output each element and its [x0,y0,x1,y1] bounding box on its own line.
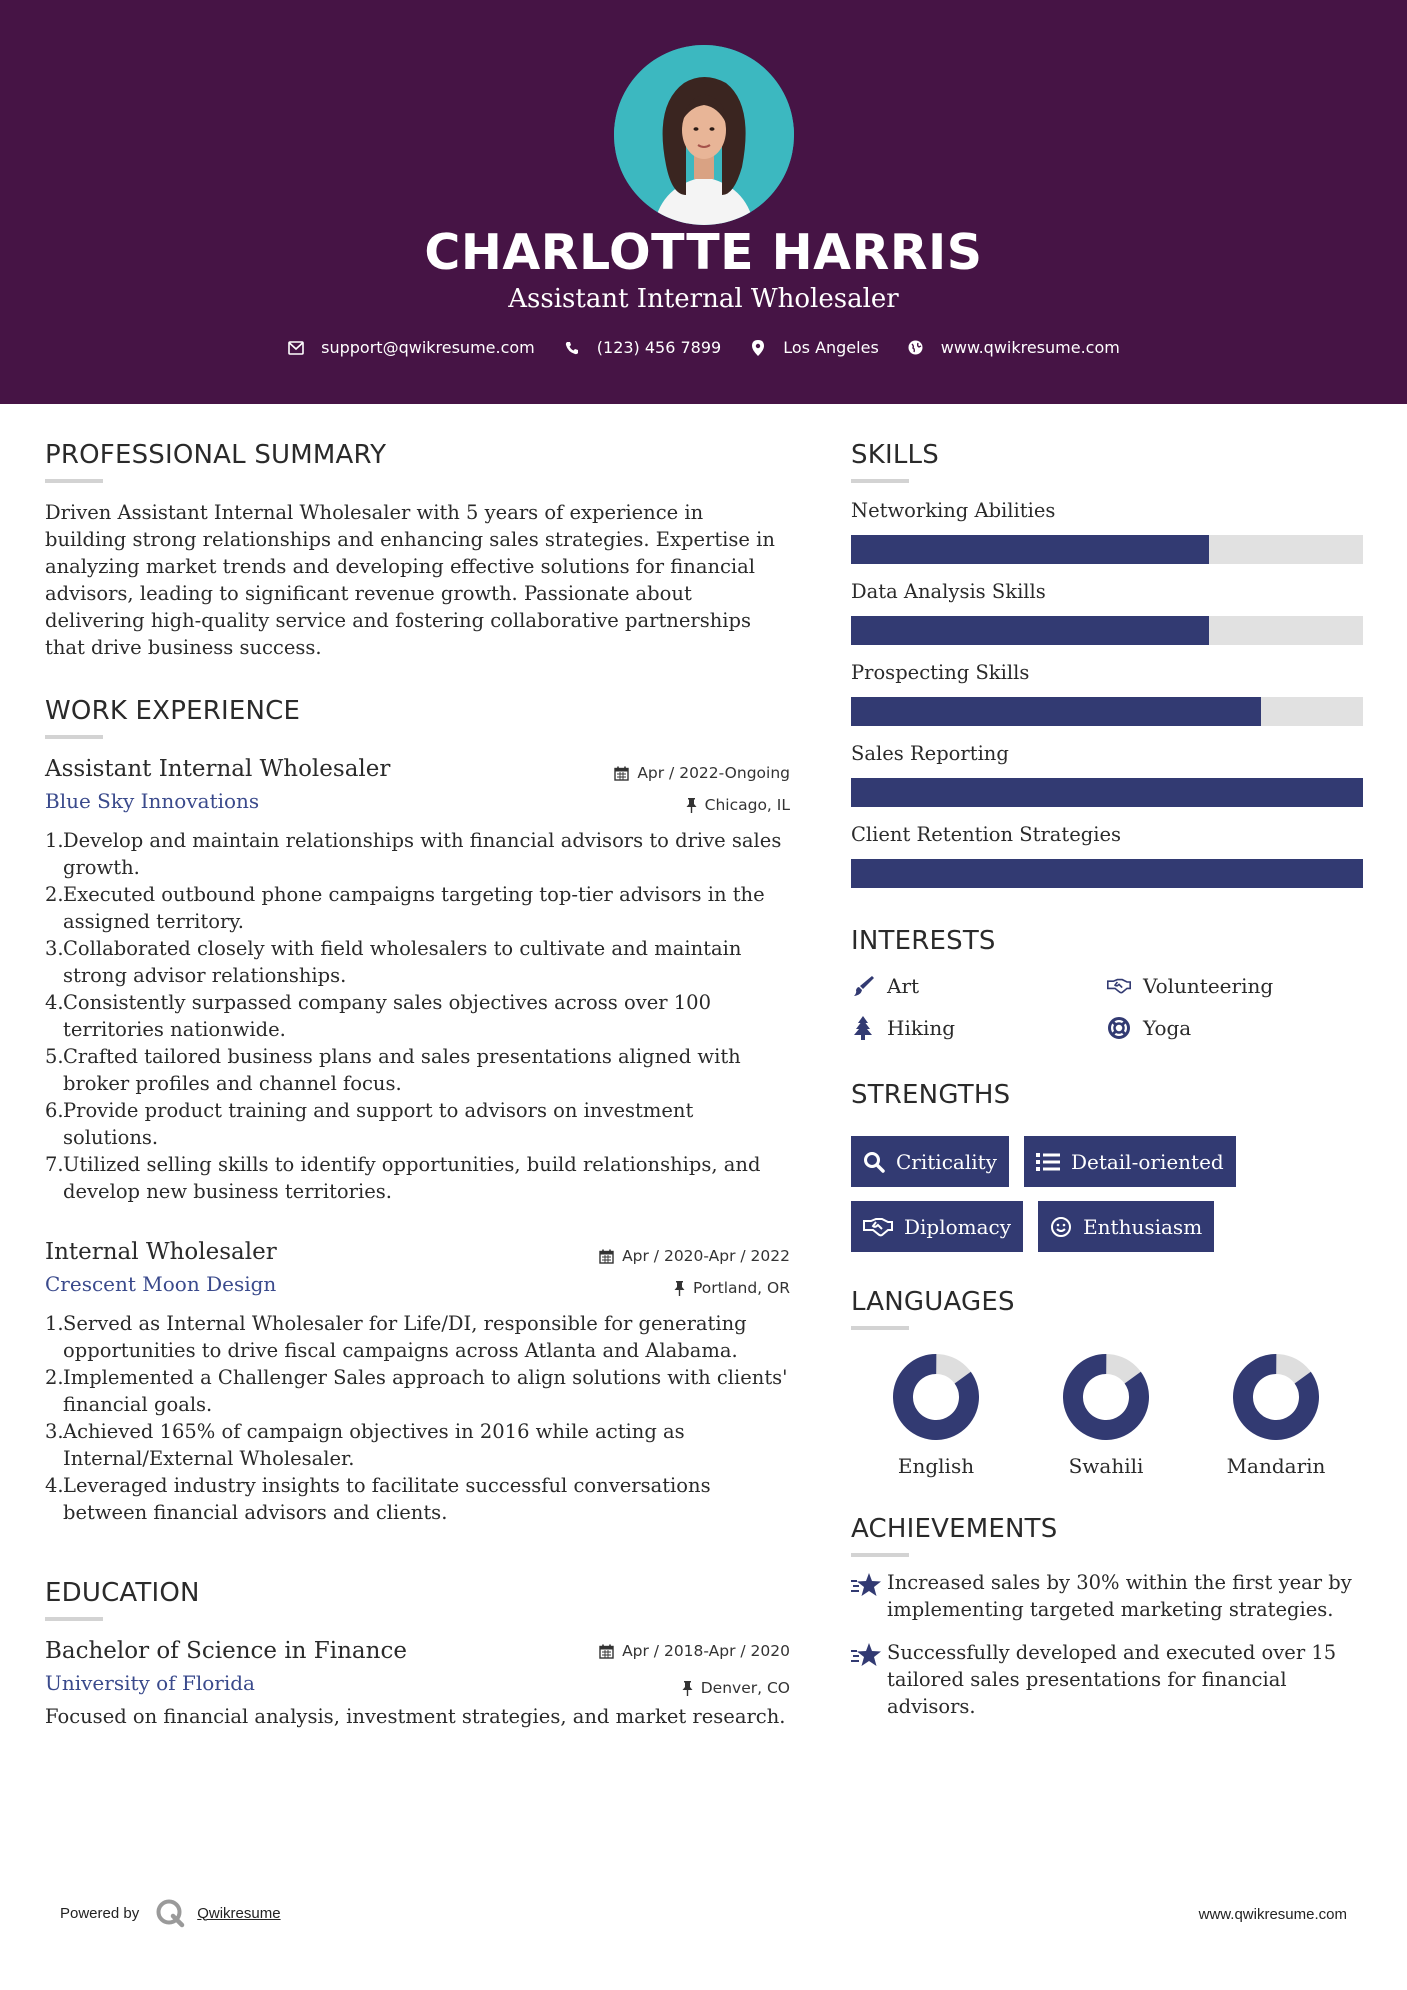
profile-photo [614,45,794,225]
list-item: 3. Collaborated closely with field wholesalers to cultivate and maintain strong advisor relationships. [45,937,742,987]
envelope-icon [287,339,305,357]
language-item [1021,1354,1191,1478]
skill-bar-fill [851,859,1363,888]
globe-icon [907,339,925,357]
pushpin-icon [674,1281,685,1296]
list-icon [1036,1152,1060,1172]
pushpin-icon [682,1681,693,1696]
resume-header [0,0,1407,404]
skills-list [851,499,1363,888]
education-description: Focused on financial analysis, investment strategies, and market research. [45,1705,786,1728]
list-item: 2. Executed outbound phone campaigns targeting top-tier advisors in the assigned territory. [45,883,765,933]
job-dates: Apr / 2020-Apr / 2022 [599,1247,790,1265]
paintbrush-icon [851,974,875,998]
brand-link[interactable]: Qwikresume [197,1904,281,1922]
phone-text: (123) 456 7899 [596,338,722,357]
job-title: Assistant Internal Wholesaler [45,756,391,782]
job-title: Internal Wholesaler [45,1239,277,1265]
language-item [851,1354,1021,1478]
education-entry [45,1638,790,1730]
section-title: WORK EXPERIENCE [45,696,301,726]
skills-section [851,440,1363,888]
strength-chip: Detail-oriented [1024,1136,1236,1187]
achievement-item: Successfully developed and executed over 15 tailored sales presentations for financial advisors. [851,1639,1363,1720]
skill-bar-fill [851,616,1209,645]
job-company: Crescent Moon Design [45,1272,277,1296]
skill-bar-track [851,535,1363,564]
section-title: INTERESTS [851,926,996,956]
summary-section [45,440,790,661]
smile-icon [1050,1216,1072,1238]
star-icon [851,1639,887,1720]
achievement-item: Increased sales by 30% within the first year by implementing targeted marketing strategies. [851,1569,1363,1623]
summary-text: Driven Assistant Internal Wholesaler with 5 years of experience in building strong relationships and enhancing sales strategies. Expertise in analyzing market trends and developing effective solutions for financial advisors, leading to significant revenue growth. Passionate about delivering high-quality service and fostering collaborative partnerships that drive business success. [45,501,775,659]
skill-item [851,661,1363,726]
job-dates: Apr / 2022-Ongoing [614,764,790,782]
star-icon [851,1569,887,1623]
skill-label: Client Retention Strategies [851,823,1122,846]
section-title: LANGUAGES [851,1287,1015,1317]
skill-bar-track [851,616,1363,645]
candidate-name: CHARLOTTE HARRIS [424,224,983,281]
interest-item: Yoga [1107,1016,1363,1040]
map-pin-icon [749,339,767,357]
list-item: 1. Develop and maintain relationships with financial advisors to drive sales growth. [45,829,782,879]
handshake-icon [863,1217,893,1237]
skill-item [851,580,1363,645]
section-divider [851,479,909,483]
tree-icon [851,1016,875,1040]
left-column [45,440,790,1730]
interest-item: Art [851,974,1107,998]
section-divider [45,1617,103,1621]
strengths-section [851,1080,1363,1252]
strengths-list [851,1136,1363,1252]
list-item: 6. Provide product training and support to advisors on investment solutions. [45,1099,694,1149]
right-column [851,440,1363,1720]
footer-website[interactable]: www.qwikresume.com [1198,1906,1347,1923]
skill-bar-fill [851,697,1261,726]
interest-item: Volunteering [1107,974,1363,998]
strength-chip: Diplomacy [851,1201,1023,1252]
job-entry [45,1239,790,1526]
work-section [45,696,790,1526]
search-icon [863,1151,885,1173]
language-label: Swahili [1068,1454,1144,1478]
job-bullets [45,827,790,1205]
interests-section [851,926,1363,1040]
list-item: 7. Utilized selling skills to identify opportunities, build relationships, and develop new business territories. [45,1153,761,1203]
skill-bar-fill [851,778,1363,807]
job-company: Blue Sky Innovations [45,789,260,813]
language-label: Mandarin [1226,1454,1326,1478]
qwikresume-logo-icon [155,1898,185,1928]
contact-location [749,338,879,357]
skill-item [851,499,1363,564]
pushpin-icon [686,798,697,813]
location-text: Los Angeles [783,338,879,357]
section-title: PROFESSIONAL SUMMARY [45,440,387,470]
section-divider [851,1553,909,1557]
languages-section [851,1287,1363,1478]
website-text: www.qwikresume.com [940,338,1120,357]
skill-bar-track [851,859,1363,888]
list-item: 4. Leveraged industry insights to facilitate successful conversations between financial advisors and clients. [45,1474,711,1524]
section-divider [45,479,103,483]
lifering-icon [1107,1016,1131,1040]
education-location: Denver, CO [682,1679,790,1697]
strength-chip: Criticality [851,1136,1009,1187]
skill-label: Prospecting Skills [851,661,1030,684]
list-item: 4. Consistently surpassed company sales objectives across over 100 territories nationwide. [45,991,711,1041]
candidate-role: Assistant Internal Wholesaler [508,284,899,314]
phone-icon [563,339,581,357]
language-donut [1233,1354,1319,1440]
handshake-icon [1107,974,1131,998]
skill-item [851,742,1363,807]
skill-bar-fill [851,535,1209,564]
education-dates: Apr / 2018-Apr / 2020 [599,1642,790,1660]
interest-item: Hiking [851,1016,1107,1040]
degree-title: Bachelor of Science in Finance [45,1638,407,1664]
list-item: 1. Served as Internal Wholesaler for Life/DI, responsible for generating opportunities to drive fiscal campaigns across Atlanta and Alabama. [45,1312,747,1362]
language-donut [893,1354,979,1440]
list-item: 3. Achieved 165% of campaign objectives in 2016 while acting as Internal/External Wholesaler. [45,1420,685,1470]
powered-by-text: Powered by [60,1904,140,1922]
strength-chip: Enthusiasm [1038,1201,1214,1252]
footer-powered-by [60,1898,281,1928]
section-title: STRENGTHS [851,1080,1011,1110]
email-text: support@qwikresume.com [321,338,535,357]
contact-row [0,338,1407,357]
education-section [45,1578,790,1730]
contact-phone[interactable] [563,338,721,357]
job-entry [45,756,790,1205]
skill-label: Sales Reporting [851,742,1009,765]
language-donut [1063,1354,1149,1440]
interests-list [851,974,1363,1040]
contact-email[interactable] [287,338,535,357]
section-divider [45,735,103,739]
achievements-section [851,1514,1363,1720]
section-title: EDUCATION [45,1578,200,1608]
skill-label: Data Analysis Skills [851,580,1046,603]
section-title: ACHIEVEMENTS [851,1514,1058,1544]
language-label: English [897,1454,975,1478]
school-name: University of Florida [45,1671,255,1695]
list-item: 2. Implemented a Challenger Sales approach to align solutions with clients' financial goals. [45,1366,788,1416]
job-location: Portland, OR [674,1279,790,1297]
section-divider [851,1326,909,1330]
calendar-icon [599,1249,614,1264]
calendar-icon [599,1644,614,1659]
job-location: Chicago, IL [686,796,790,814]
job-bullets [45,1310,790,1526]
skill-bar-track [851,778,1363,807]
languages-list [851,1354,1363,1478]
section-title: SKILLS [851,440,939,470]
skill-label: Networking Abilities [851,499,1056,522]
list-item: 5. Crafted tailored business plans and sales presentations aligned with broker profiles and channel focus. [45,1045,741,1095]
contact-website[interactable] [907,338,1120,357]
skill-item [851,823,1363,888]
language-item [1191,1354,1361,1478]
calendar-icon [614,766,629,781]
skill-bar-track [851,697,1363,726]
